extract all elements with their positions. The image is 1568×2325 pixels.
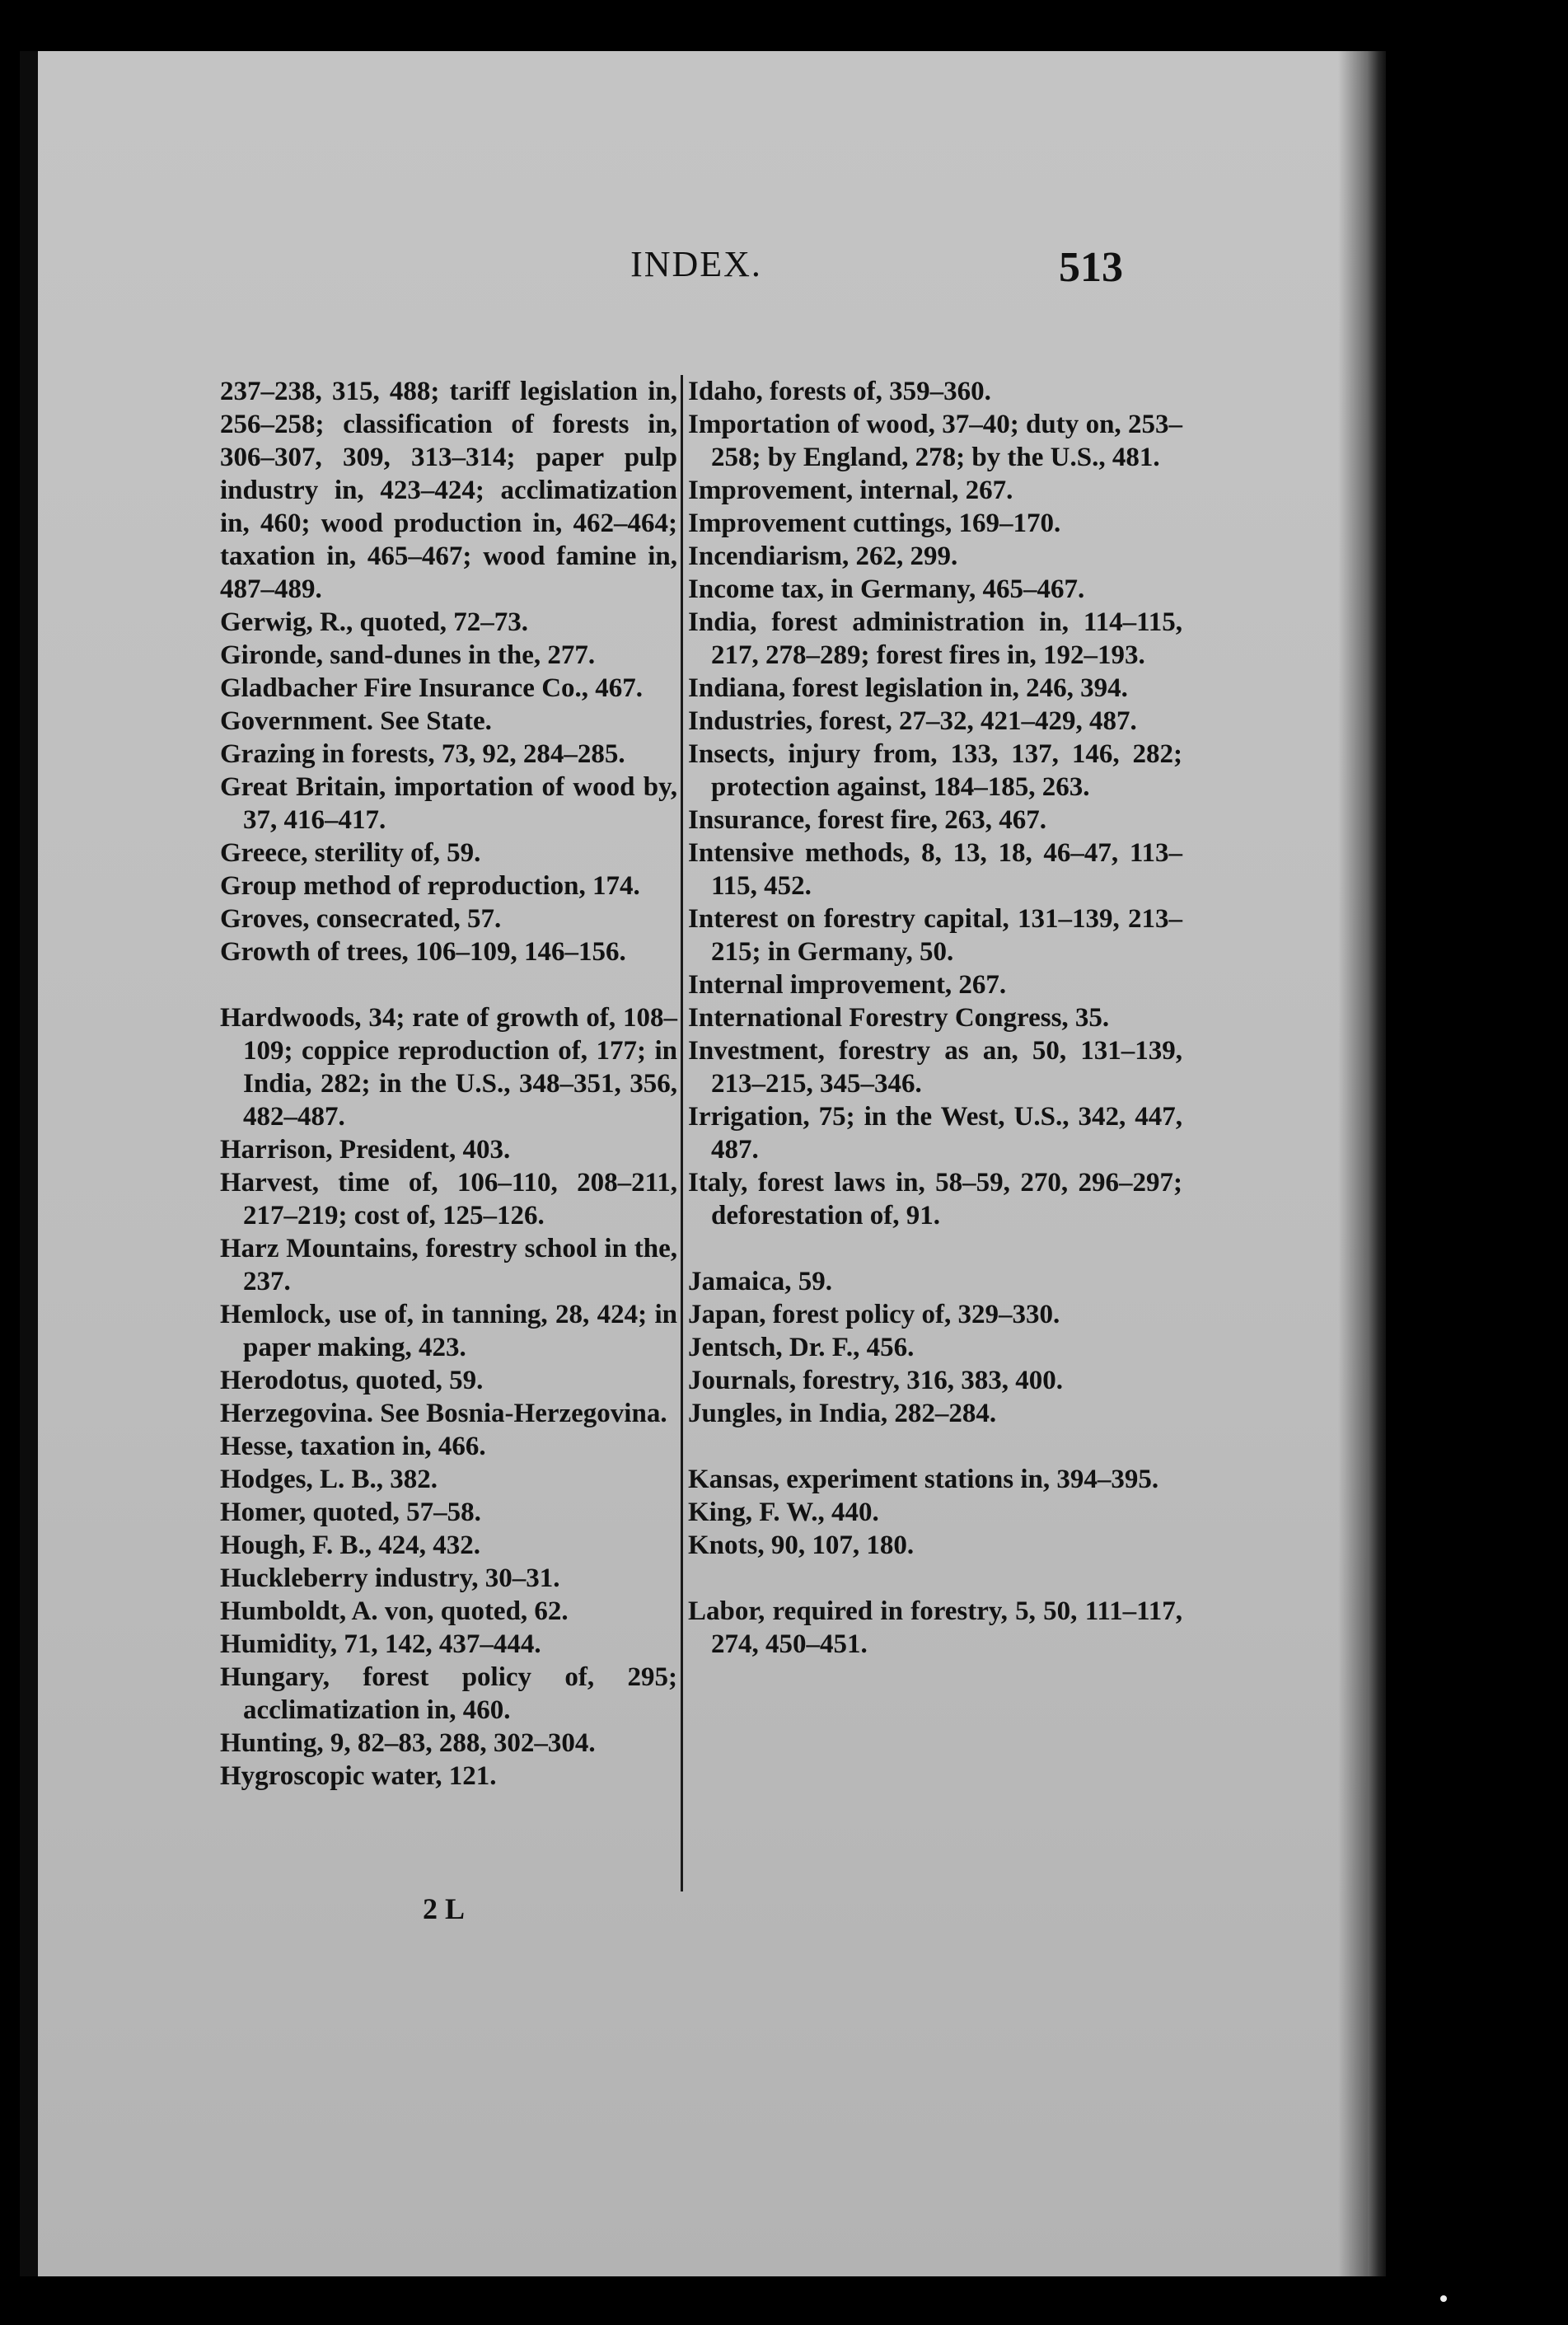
index-entry: Huckleberry industry, 30–31. [220, 1563, 560, 1593]
index-entry: Humboldt, A. von, quoted, 62. [220, 1596, 569, 1626]
index-entry: Grazing in forests, 73, 92, 284–285. [220, 739, 625, 769]
index-entry: Gironde, sand-dunes in the, 277. [220, 640, 596, 670]
index-entry: Herodotus, quoted, 59. [220, 1366, 484, 1395]
index-entry: Harvest, time of, 106–110, 208–211, 217–219; cost of, 125–126. [220, 1168, 677, 1230]
index-entry: Insects, injury from, 133, 137, 146, 282; protection against, 184–185, 263. [688, 739, 1182, 802]
index-entry: Great Britain, importation of wood by, 37, 416–417. [220, 772, 677, 835]
index-entry: Intensive methods, 8, 13, 18, 46–47, 113–115, 452. [688, 838, 1182, 901]
index-entry: Greece, sterility of, 59. [220, 838, 481, 868]
signature-mark: 2 L [423, 1892, 466, 1925]
index-entry: International Forestry Congress, 35. [688, 1003, 1110, 1033]
index-entry: Hunting, 9, 82–83, 288, 302–304. [220, 1728, 596, 1758]
index-entry: Improvement cuttings, 169–170. [688, 509, 1061, 538]
index-entry: Groves, consecrated, 57. [220, 904, 502, 934]
page-left-edge-shadow [20, 51, 38, 2276]
index-entry: Knots, 90, 107, 180. [688, 1530, 915, 1560]
book-spine [1368, 51, 1386, 2276]
index-entry: Incendiarism, 262, 299. [688, 541, 958, 571]
index-entry: Jungles, in India, 282–284. [688, 1399, 997, 1428]
column-divider [681, 375, 683, 1891]
index-entry: Income tax, in Germany, 465–467. [688, 574, 1085, 604]
index-entry: Growth of trees, 106–109, 146–156. [220, 937, 626, 967]
index-entry: Homer, quoted, 57–58. [220, 1498, 481, 1527]
stray-speck [1440, 2295, 1447, 2302]
index-entry: Investment, forestry as an, 50, 131–139, 213–215, 345–346. [688, 1036, 1182, 1099]
index-entry: Italy, forest laws in, 58–59, 270, 296–297; deforestation of, 91. [688, 1168, 1182, 1230]
index-entry: Improvement, internal, 267. [688, 476, 1013, 505]
index-entry: Harz Mountains, forestry school in the, 237. [220, 1234, 677, 1296]
index-entry: Idaho, forests of, 359–360. [688, 377, 991, 406]
index-entry: 237–238, 315, 488; tariff legislation in, 256–258; classification of forests in, 306–307, 309, 313–314; paper pulp industry in, 423–424; acclimatization in, 460; wood production in, 462–464; taxation in, 465–467; wood famine in, 487–489. [220, 377, 677, 604]
index-entry: Internal improvement, 267. [688, 970, 1007, 1000]
index-entry: Harrison, President, 403. [220, 1135, 511, 1165]
index-entry: India, forest administration in, 114–115, 217, 278–289; forest fires in, 192–193. [688, 607, 1182, 670]
index-entry: Gladbacher Fire Insurance Co., 467. [220, 673, 644, 703]
index-entry: Irrigation, 75; in the West, U.S., 342, 447, 487. [688, 1102, 1182, 1165]
index-column-left [220, 375, 677, 1793]
index-column-right [688, 375, 1182, 1661]
page-number: 513 [1059, 244, 1123, 291]
index-entry: Hodges, L. B., 382. [220, 1465, 438, 1494]
index-entry: Insurance, forest fire, 263, 467. [688, 805, 1047, 835]
index-entry: Labor, required in forestry, 5, 50, 111–117, 274, 450–451. [688, 1596, 1182, 1659]
index-entry: Hygroscopic water, 121. [220, 1761, 497, 1791]
index-entry: Group method of reproduction, 174. [220, 871, 640, 901]
index-entry: Humidity, 71, 142, 437–444. [220, 1629, 541, 1659]
index-entry: Importation of wood, 37–40; duty on, 253–258; by England, 278; by the U.S., 481. [688, 410, 1182, 472]
index-entry: Hungary, forest policy of, 295; acclimatization in, 460. [220, 1662, 677, 1725]
index-entry: Indiana, forest legislation in, 246, 394. [688, 673, 1128, 703]
index-entry: Hardwoods, 34; rate of growth of, 108–109; coppice reproduction of, 177; in India, 282; in the U.S., 348–351, 356, 482–487. [220, 1003, 677, 1132]
index-entry: Government. See State. [220, 706, 492, 736]
index-entry: Hemlock, use of, in tanning, 28, 424; in paper making, 423. [220, 1300, 677, 1362]
index-entry: Japan, forest policy of, 329–330. [688, 1300, 1060, 1329]
index-entry: Kansas, experiment stations in, 394–395. [688, 1465, 1159, 1494]
index-entry: Industries, forest, 27–32, 421–429, 487. [688, 706, 1137, 736]
index-entry: Herzegovina. See Bosnia-Herzegovina. [220, 1399, 667, 1428]
index-entry: Journals, forestry, 316, 383, 400. [688, 1366, 1063, 1395]
index-entry: Jamaica, 59. [688, 1267, 833, 1296]
index-entry: Hough, F. B., 424, 432. [220, 1530, 481, 1560]
index-entry: King, F. W., 440. [688, 1498, 879, 1527]
index-entry: Gerwig, R., quoted, 72–73. [220, 607, 528, 637]
index-entry: Interest on forestry capital, 131–139, 213–215; in Germany, 50. [688, 904, 1182, 967]
index-entry: Hesse, taxation in, 466. [220, 1432, 486, 1461]
running-head: INDEX. [630, 244, 762, 284]
index-entry: Jentsch, Dr. F., 456. [688, 1333, 915, 1362]
